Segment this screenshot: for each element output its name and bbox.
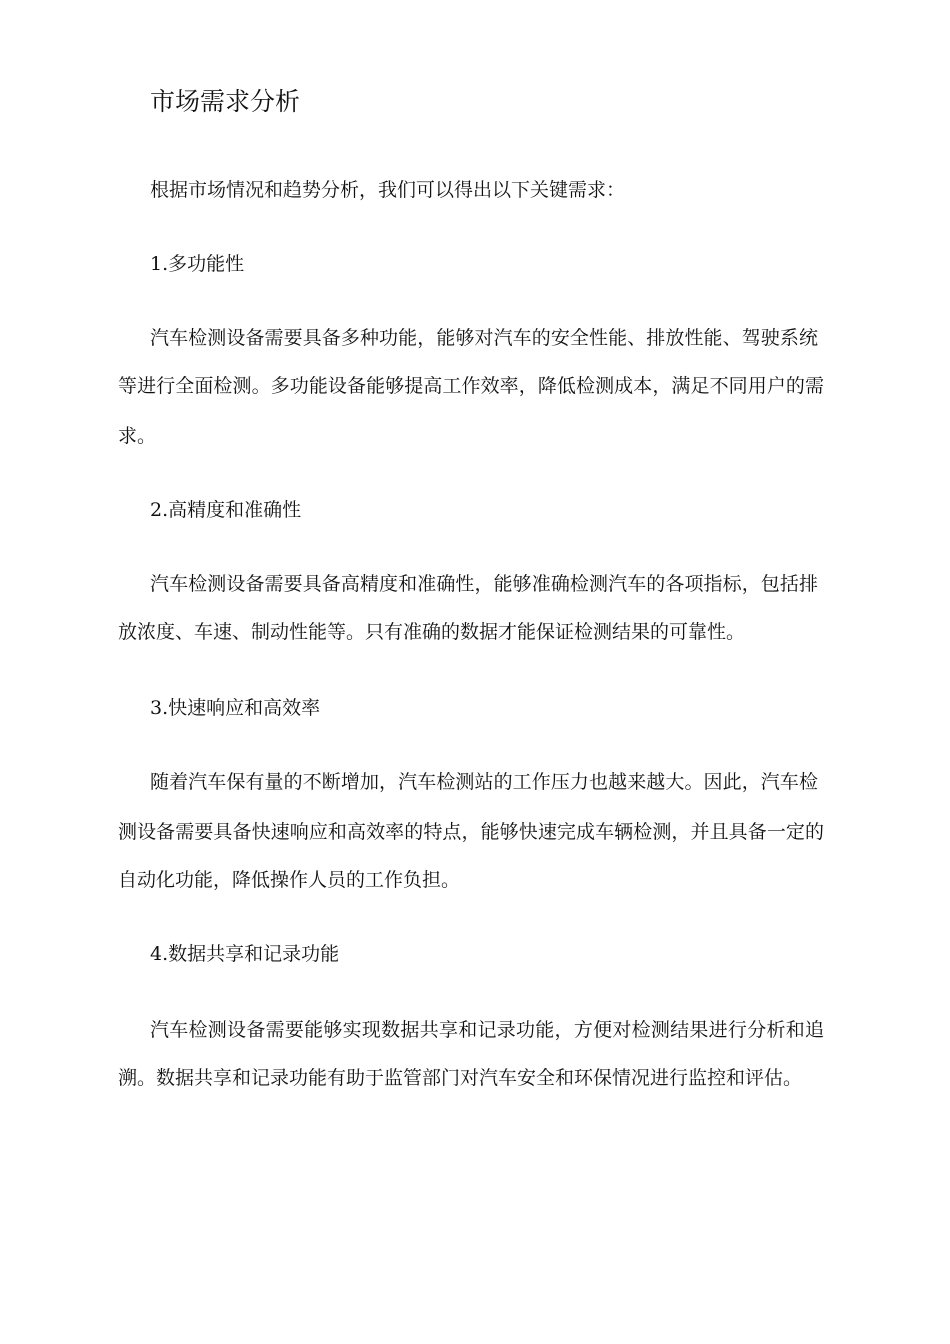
section-heading-1: 1.多功能性 xyxy=(150,253,245,275)
page-title: 市场需求分析 xyxy=(150,87,301,116)
section-heading-3: 3.快速响应和高效率 xyxy=(150,697,321,719)
section-heading-2: 2.高精度和准确性 xyxy=(150,499,302,521)
section-1-line-2: 等进行全面检测。多功能设备能够提高工作效率，降低检测成本，满足不同用户的需 xyxy=(118,375,824,397)
section-2-line-2: 放浓度、车速、制动性能等。只有准确的数据才能保证检测结果的可靠性。 xyxy=(118,621,746,643)
section-1-line-1: 汽车检测设备需要具备多种功能，能够对汽车的安全性能、排放性能、驾驶系统 xyxy=(150,327,818,349)
section-3-line-1: 随着汽车保有量的不断增加，汽车检测站的工作压力也越来越大。因此，汽车检 xyxy=(150,771,818,793)
section-1-line-3: 求。 xyxy=(118,425,157,447)
section-3-line-3: 自动化功能，降低操作人员的工作负担。 xyxy=(118,869,461,891)
section-heading-4: 4.数据共享和记录功能 xyxy=(150,943,340,965)
intro-paragraph: 根据市场情况和趋势分析，我们可以得出以下关键需求： xyxy=(150,179,626,201)
section-4-line-1: 汽车检测设备需要能够实现数据共享和记录功能，方便对检测结果进行分析和追 xyxy=(150,1019,824,1041)
section-4-line-2: 溯。数据共享和记录功能有助于监管部门对汽车安全和环保情况进行监控和评估。 xyxy=(118,1067,803,1089)
section-2-line-1: 汽车检测设备需要具备高精度和准确性，能够准确检测汽车的各项指标，包括排 xyxy=(150,573,818,595)
section-3-line-2: 测设备需要具备快速响应和高效率的特点，能够快速完成车辆检测，并且具备一定的 xyxy=(118,821,824,843)
